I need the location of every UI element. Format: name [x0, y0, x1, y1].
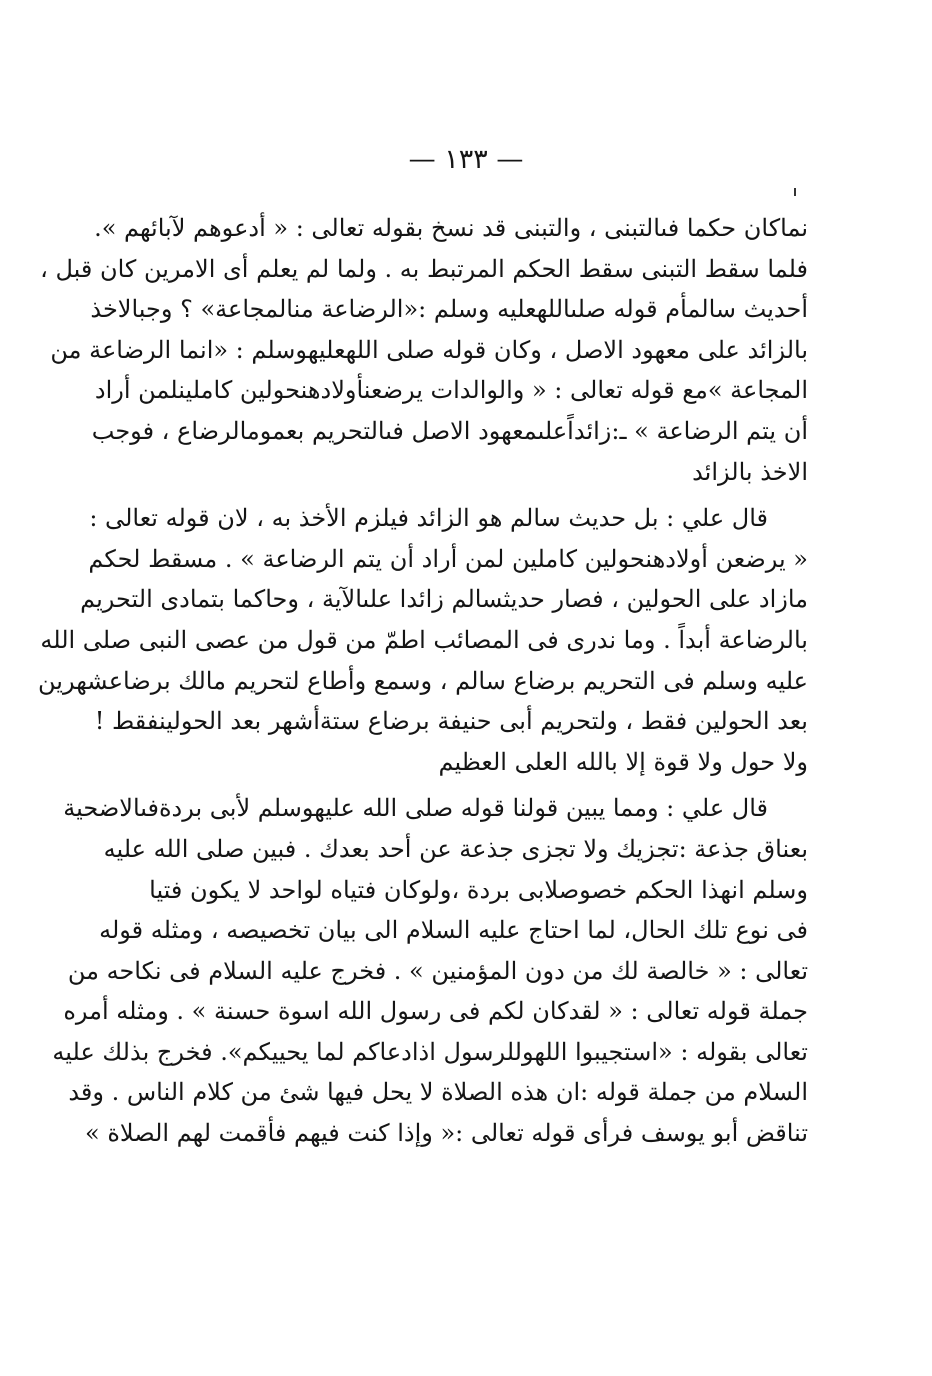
text-line: جملة قوله تعالى : « لقدكان لكم فى رسول الله اسوة حسنة » . ومثله أمره: [63, 997, 808, 1026]
text-line: « يرضعن أولادهنحولين كاملين لمن أراد أن يتم الرضاعة » . مسقط لحكم: [88, 544, 808, 573]
body-text: [38, 208, 808, 1154]
text-line: قال علي : ومما يبين قولنا قوله صلى الله عليهوسلم لأبى بردةفىالاضحية: [63, 794, 768, 823]
text-line: تعالى : « خالصة لك من دون المؤمنين » . فخرج عليه السلام فى نكاحه من: [67, 956, 808, 985]
stray-ink-mark: [794, 188, 796, 196]
text-line: بالزائد على معهود الاصل ، وكان قوله صلى اللهعليهوسلم : «انما الرضاعة من: [50, 335, 808, 364]
text-line: تناقض أبو يوسف فرأى قوله تعالى :« وإذا كنت فيهم فأقمت لهم الصلاة »: [85, 1119, 808, 1148]
text-line: بعد الحولين فقط ، ولتحريم أبى حنيفة برضاع ستةأشهر بعد الحولينفقط !: [94, 707, 808, 736]
text-line: فلما سقط التبنى سقط الحكم المرتبط به . ولما لم يعلم أى الامرين كان قبل ،: [40, 254, 808, 283]
text-line: الاخذ بالزائد: [692, 457, 808, 486]
text-line: ولا حول ولا قوة إلا بالله العلى العظيم: [438, 747, 808, 776]
text-line: المجاعة »مع قوله تعالى : « والوالدات يرضعنأولادهنحولين كاملينلمن أراد: [94, 376, 808, 405]
text-line: مازاد على الحولين ، فصار حديثسالم زائدا علىالآية ، وحاكما بتمادى التحريم: [80, 585, 808, 614]
text-line: السلام من جملة قوله :ان هذه الصلاة لا يحل فيها شئ من كلام الناس . وقد: [68, 1078, 808, 1107]
text-line: تعالى بقوله : «استجيبوا اللهوللرسول اذادعاكم لما يحييكم». فخرج بذلك عليه: [52, 1037, 808, 1066]
text-line: بعناق جذعة :تجزيك ولا تجزى جذعة عن أحد بعدك . فبين صلى الله عليه: [103, 834, 808, 863]
text-line: بالرضاعة أبداً . وما ندرى فى المصائب اطمّ من قول من عصى النبى صلى الله: [40, 625, 808, 654]
text-line: أحديث سالمأم قوله صلىاللهعليه وسلم :«الرضاعة منالمجاعة» ؟ وجبالاخذ: [90, 295, 808, 324]
text-line: وسلم انهذا الحكم خصوصلابى بردة ،ولوكان فتياه لواحد لا يكون فتيا: [149, 875, 808, 904]
page-number: — ١٣٣ —: [408, 144, 524, 175]
text-line: أن يتم الرضاعة » ـ:زائداًعلىمعهود الاصل فىالتحريم بعمومالرضاع ، فوجب: [91, 416, 808, 445]
text-line: فى نوع تلك الحال، لما احتاج عليه السلام الى بيان تخصيصه ، ومثله قوله: [99, 916, 808, 945]
text-line: عليه وسلم فى التحريم برضاع سالم ، وسمع وأطاع لتحريم مالك برضاعشهرين: [38, 666, 808, 695]
text-line: قال علي : بل حديث سالم هو الزائد فيلزم الأخذ به ، لان قوله تعالى :: [89, 504, 768, 533]
text-line: نماكان حكما فىالتبنى ، والتبنى قد نسخ بقوله تعالى : « أدعوهم لآبائهم ».: [94, 214, 808, 242]
